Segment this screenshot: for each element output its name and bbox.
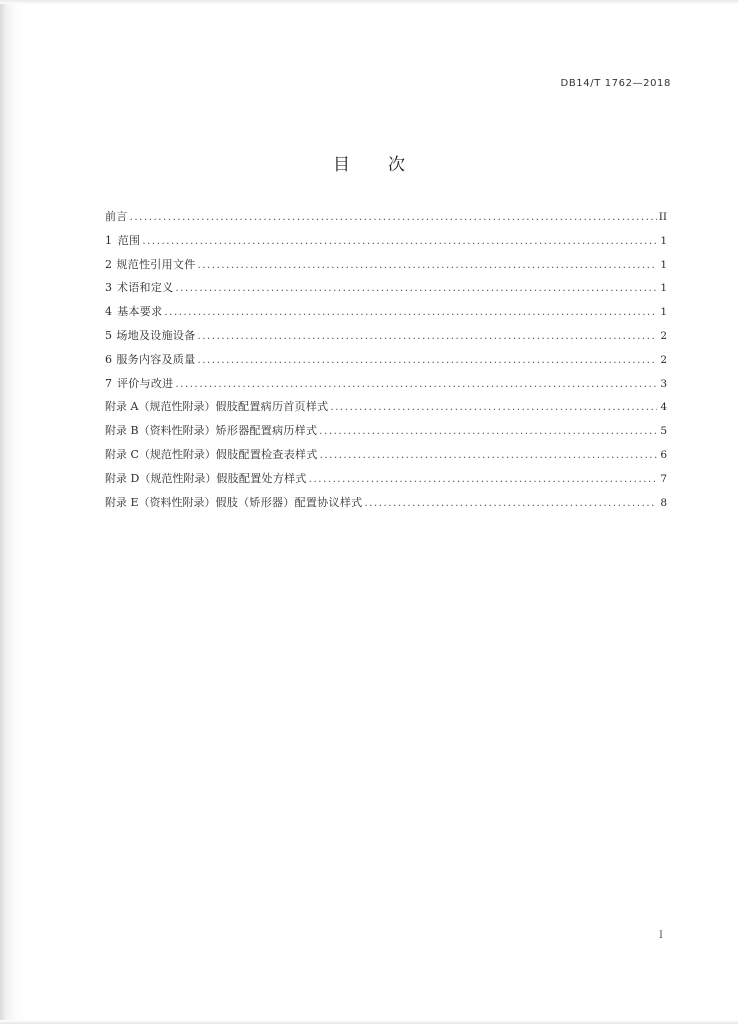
toc-entry-appendix-e[interactable] xyxy=(105,494,667,518)
toc-entry-text: 假肢（矫形器）配置协议样式 xyxy=(215,495,363,509)
toc-title xyxy=(0,150,738,175)
toc-entry-number: 7 xyxy=(105,376,112,390)
toc-entry-text: 术语和定义 xyxy=(116,281,174,295)
toc-list xyxy=(105,208,667,517)
toc-entry-number: 1 xyxy=(105,233,112,247)
toc-entry-text: 评价与改进 xyxy=(116,376,174,390)
toc-title-char-2: 次 xyxy=(388,155,405,175)
toc-leader-dots xyxy=(330,402,657,413)
toc-appendix-label: 附录 C（规范性附录） xyxy=(105,447,216,461)
toc-entry-appendix-b[interactable] xyxy=(105,422,667,446)
toc-entry-service-content[interactable] xyxy=(105,351,667,375)
toc-entry-page: 1 xyxy=(660,258,667,271)
toc-leader-dots xyxy=(142,236,657,247)
toc-entry-page: 8 xyxy=(660,496,667,509)
toc-entry-page: 1 xyxy=(660,282,667,295)
toc-entry-text: 假肢配置检查表样式 xyxy=(215,447,318,461)
toc-entry-text: 场地及设施设备 xyxy=(116,328,196,342)
toc-entry-normative-references[interactable] xyxy=(105,256,667,280)
toc-entry-appendix-a[interactable] xyxy=(105,398,667,422)
toc-entry-text: 基本要求 xyxy=(117,305,163,319)
toc-entry-evaluation[interactable] xyxy=(105,375,667,399)
toc-entry-page: II xyxy=(658,211,667,223)
toc-leader-dots xyxy=(198,331,658,342)
toc-leader-dots xyxy=(320,450,657,461)
toc-entry-scope[interactable] xyxy=(105,232,667,256)
toc-entry-page: 1 xyxy=(660,234,667,247)
toc-entry-page: 5 xyxy=(660,425,667,438)
toc-entry-foreword[interactable] xyxy=(105,208,667,232)
toc-entry-basic-requirements[interactable] xyxy=(105,303,667,327)
toc-entry-number: 2 xyxy=(105,257,112,271)
toc-entry-appendix-c[interactable] xyxy=(105,446,667,470)
toc-appendix-label: 附录 E（资料性附录） xyxy=(105,495,216,509)
toc-entry-number: 4 xyxy=(105,305,112,319)
toc-entry-page: 3 xyxy=(660,377,667,390)
toc-appendix-label: 附录 D（规范性附录） xyxy=(105,471,217,485)
toc-appendix-label: 附录 A（规范性附录） xyxy=(105,400,216,414)
toc-entry-page: 6 xyxy=(660,448,667,461)
toc-leader-dots xyxy=(319,426,657,437)
toc-entry-number: 3 xyxy=(105,281,112,295)
toc-entry-number: 5 xyxy=(105,328,112,342)
page-bottom-edge xyxy=(0,1020,738,1024)
toc-leader-dots xyxy=(175,379,657,390)
toc-leader-dots xyxy=(309,474,657,485)
page-number: I xyxy=(659,930,663,941)
toc-entry-page: 4 xyxy=(660,401,667,414)
toc-leader-dots xyxy=(130,212,657,223)
toc-entry-facilities[interactable] xyxy=(105,327,667,351)
toc-entry-text: 服务内容及质量 xyxy=(116,352,196,366)
toc-leader-dots xyxy=(198,260,658,271)
standard-code: DB14/T 1762—2018 xyxy=(560,78,671,89)
page-top-edge xyxy=(0,0,738,4)
toc-entry-appendix-d[interactable] xyxy=(105,470,667,494)
toc-leader-dots xyxy=(164,307,657,318)
toc-entry-number: 6 xyxy=(105,352,112,366)
toc-leader-dots xyxy=(364,498,657,509)
toc-leader-dots xyxy=(198,355,658,366)
toc-entry-page: 7 xyxy=(660,472,667,485)
toc-entry-text: 假肢配置处方样式 xyxy=(216,471,307,485)
toc-entry-page: 2 xyxy=(660,353,667,366)
toc-title-char-1: 目 xyxy=(333,155,350,175)
toc-leader-dots xyxy=(175,283,657,294)
toc-entry-text: 矫形器配置病历样式 xyxy=(215,424,318,438)
toc-entry-text: 范围 xyxy=(117,233,141,247)
toc-entry-page: 2 xyxy=(660,329,667,342)
toc-appendix-label: 附录 B（资料性附录） xyxy=(105,424,216,438)
toc-entry-text: 规范性引用文件 xyxy=(116,257,196,271)
toc-entry-text: 假肢配置病历首页样式 xyxy=(215,400,329,414)
toc-entry-terms-definitions[interactable] xyxy=(105,279,667,303)
toc-entry-page: 1 xyxy=(660,306,667,319)
toc-entry-text: 前言 xyxy=(105,210,128,223)
